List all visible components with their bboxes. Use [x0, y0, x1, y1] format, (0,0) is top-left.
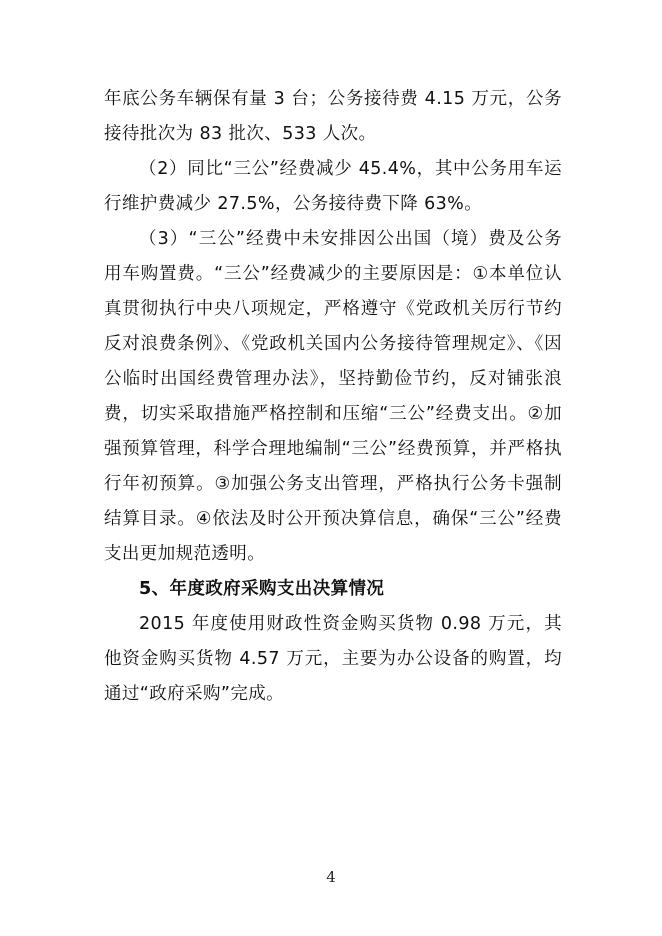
- paragraph-continuation: 年底公务车辆保有量 3 台；公务接待费 4.15 万元，公务接待批次为 83 批次、533 人次。: [104, 89, 562, 144]
- paragraph-3: （3）“三公”经费中未安排因公出国（境）费及公务用车购置费。“三公”经费减少的主要原因是：①本单位认真贯彻执行中央八项规定，严格遵守《党政机关厉行节约反对浪费条例》、《党政机关国内公务接待管理规定》、《因公临时出国经费管理办法》，坚持勤俭节约，反对铺张浪费，切实采取措施严格控制和压缩“三公”经费支出。②加强预算管理，科学合理地编制“三公”经费预算，并严格执行年初预算。③加强公务支出管理，严格执行公务卡强制结算目录。④依法及时公开预决算信息，确保“三公”经费支出更加规范透明。: [104, 229, 562, 564]
- paragraph-2: （2）同比“三公”经费减少 45.4%，其中公务用车运行维护费减少 27.5%，公务接待费下降 63%。: [104, 159, 562, 214]
- section-heading: 5、年度政府采购支出决算情况: [139, 579, 385, 599]
- section-body: 2015 年度使用财政性资金购买货物 0.98 万元，其他资金购买货物 4.57 万元，主要为办公设备的购置，均通过“政府采购”完成。: [104, 614, 562, 704]
- page-number: 4: [326, 868, 336, 886]
- document-body: [104, 82, 562, 712]
